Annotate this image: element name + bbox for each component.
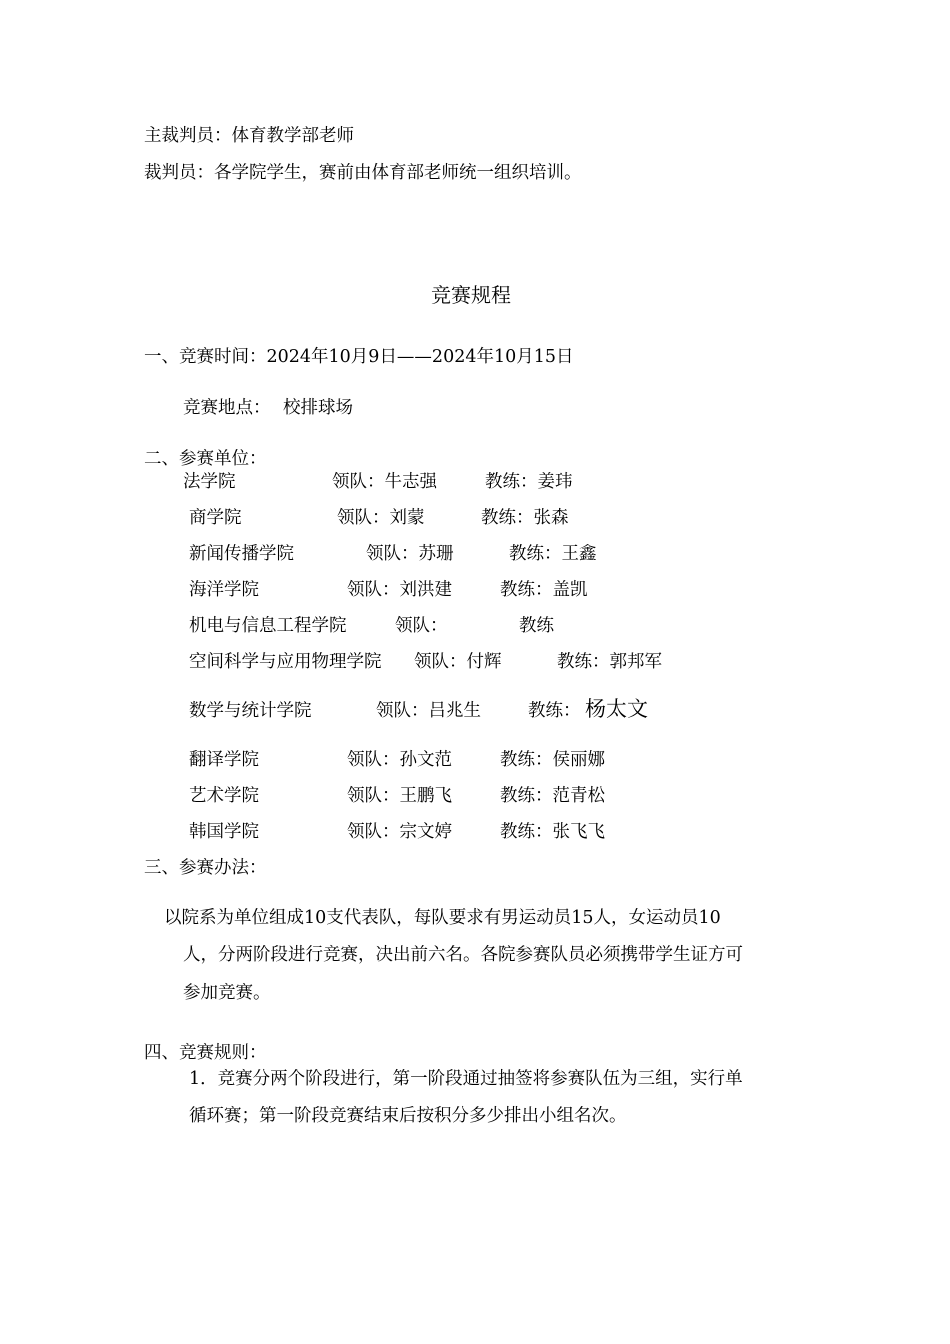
college-name: 数学与统计学院 [189, 701, 312, 721]
venue-label: 竞赛地点： [183, 398, 271, 418]
rules-heading: 四、竞赛规则： [144, 1043, 267, 1063]
team-leader: 领队：王鹏飞 [347, 786, 452, 806]
college-name: 海洋学院 [189, 580, 259, 600]
participants-heading: 二、参赛单位： [144, 449, 267, 469]
team-leader: 领队：付辉 [414, 652, 502, 672]
team-coach-label: 教练： [528, 701, 581, 721]
team-leader: 领队：宗文婷 [347, 822, 452, 842]
team-coach: 教练：姜玮 [485, 472, 573, 492]
team-leader: 领队：孙文范 [347, 750, 452, 770]
team-coach: 教练 [519, 616, 554, 636]
method-paragraph-line-2: 人，分两阶段进行竞赛，决出前六名。各院参赛队员必须携带学生证方可 [183, 945, 743, 965]
college-name: 机电与信息工程学院 [189, 616, 347, 636]
method-paragraph-line-3: 参加竞赛。 [183, 983, 271, 1003]
team-coach: 教练：郭邦军 [557, 652, 662, 672]
team-leader: 领队： [395, 616, 448, 636]
team-coach: 教练：张森 [481, 508, 569, 528]
college-name: 韩国学院 [189, 822, 259, 842]
team-leader: 领队：吕兆生 [376, 701, 481, 721]
method-paragraph-line-1: 以院系为单位组成10支代表队，每队要求有男运动员15人，女运动员10 [164, 908, 721, 928]
team-coach: 教练：侯丽娜 [500, 750, 605, 770]
college-name: 翻译学院 [189, 750, 259, 770]
team-leader: 领队：刘蒙 [337, 508, 425, 528]
team-coach: 教练：范青松 [500, 786, 605, 806]
team-coach: 教练：盖凯 [500, 580, 588, 600]
venue-value: 校排球场 [283, 398, 353, 418]
team-leader: 领队：苏珊 [366, 544, 454, 564]
rules-title: 竞赛规程 [431, 283, 511, 307]
referees-line: 裁判员：各学院学生，赛前由体育部老师统一组织培训。 [144, 163, 582, 183]
team-coach-name: 杨太文 [585, 697, 648, 721]
college-name: 商学院 [189, 508, 242, 528]
team-leader: 领队：牛志强 [332, 472, 437, 492]
method-heading: 三、参赛办法： [144, 858, 267, 878]
rules-paragraph-line-2: 循环赛；第一阶段竞赛结束后按积分多少排出小组名次。 [189, 1106, 627, 1126]
college-name: 空间科学与应用物理学院 [189, 652, 382, 672]
team-coach: 教练：张飞飞 [500, 822, 605, 842]
college-name: 新闻传播学院 [189, 544, 294, 564]
competition-time: 一、竞赛时间：2024年10月9日——2024年10月15日 [144, 347, 574, 367]
college-name: 艺术学院 [189, 786, 259, 806]
team-leader: 领队：刘洪建 [347, 580, 452, 600]
college-name: 法学院 [183, 472, 236, 492]
chief-referee-line: 主裁判员：体育教学部老师 [144, 126, 354, 146]
rules-paragraph-line-1: 1．竞赛分两个阶段进行，第一阶段通过抽签将参赛队伍为三组，实行单 [189, 1069, 743, 1089]
team-coach: 教练：王鑫 [509, 544, 597, 564]
